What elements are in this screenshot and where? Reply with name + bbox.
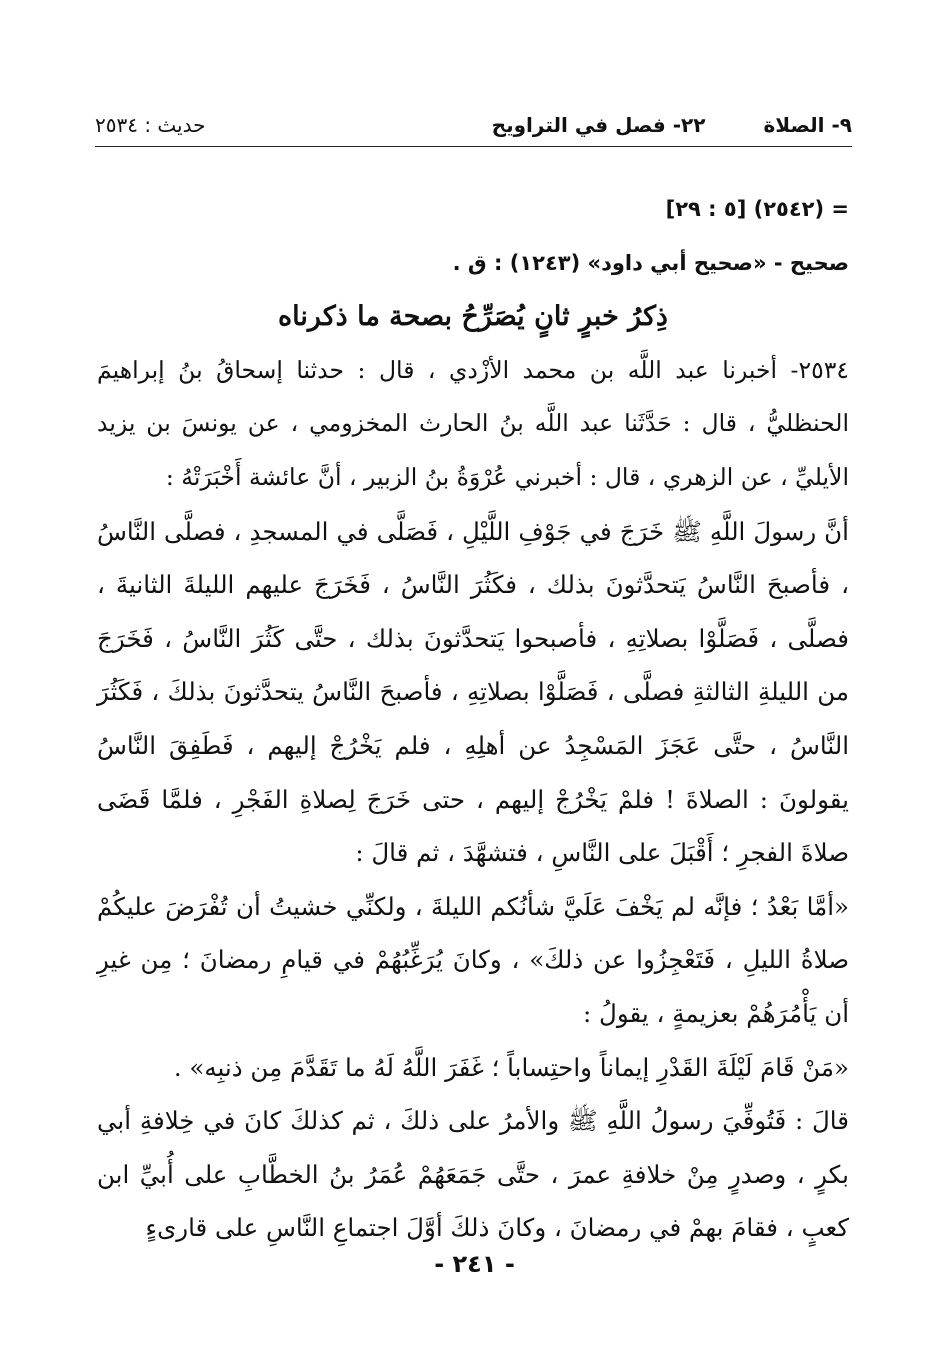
hadith-text-paragraph-2: «أمَّا بَعْدُ ؛ فإنَّه لم يَخْفَ عَلَيَّ شأنُكم الليلةَ ، ولكنِّي خشيتُ أن تُفْرَضَ عليكُمْ صلاةُ الليلِ ، فَتَعْجِزُوا عن ذلكَ» ، وكانَ يُرَغِّبُهُمْ في قيامِ رمضانَ ؛ مِن غيرِ أن يَأْمُرَهُمْ بعزيمةٍ ، يقولُ : (97, 891, 850, 1028)
previous-reference: = (٢٥٤٢) [٥ : ٢٩] (665, 197, 849, 221)
header-chapter-group (492, 113, 852, 137)
chapter-heading: ذِكرُ خبرٍ ثانٍ يُصَرِّحُ بصحة ما ذكرناه (278, 301, 668, 333)
hadith-text-paragraph-3: «مَنْ قَامَ لَيْلَةَ القَدْرِ إيماناً واحتِساباً ؛ غَفَرَ اللَّهُ لَهُ ما تَقَدَّمَ مِن ذنبِه» . (173, 1052, 849, 1082)
page-number: - ٢٤١ - (434, 1250, 515, 1278)
hadith-text-paragraph-4: قالَ : فَتُوفِّيَ رسولُ اللَّهِ ﷺ والأمرُ على ذلكَ ، ثم كذلكَ كانَ في خِلافةِ أبي بكرٍ ، وصدرٍ مِنْ خلافةِ عمرَ ، حتَّى جَمَعَهُمْ عُمَرُ بنُ الخطَّابِ على أُبيِّ ابن كعبٍ ، فقامَ بهمْ في رمضانَ ، وكانَ ذلكَ أوَّلَ اجتماعِ النَّاسِ على قارىءٍ (97, 1106, 849, 1243)
hadith-reference: حديث : ٢٥٣٤ (95, 113, 206, 137)
page-body (97, 183, 849, 1255)
previous-grade: صحيح - «صحيح أبي داود» (١٢٤٣) : ق . (452, 250, 849, 275)
header-divider (95, 146, 852, 147)
hadith-text-paragraph-1: أنَّ رسولَ اللَّهِ ﷺ خَرَجَ في جَوْفِ اللَّيْلِ ، فَصَلَّى في المسجدِ ، فصلَّى النَّاسُ ، فأصبحَ النَّاسُ يَتحدَّثونَ بذلك ، فكَثُرَ النَّاسُ ، فَخَرَجَ عليهم الليلةَ الثانيةَ ، فصلَّى ، فَصَلَّوْا بصلاتِهِ ، فأصبحوا يَتحدَّثونَ بذلك ، حتَّى كَثُرَ النَّاسُ ، فَخَرَجَ من الليلةِ الثالثةِ فصلَّى ، فَصَلَّوْا بصلاتِهِ ، فأصبحَ النَّاسُ يتحدَّثونَ بذلكَ ، فَكَثُرَ النَّاسُ ، حتَّى عَجَزَ المَسْجِدُ عن أهلِهِ ، فلم يَخْرُجْ إليهم ، فَطَفِقَ النَّاسُ يقولونَ : الصلاةَ ! فلمْ يَخْرُجْ إليهم ، حتى خَرَجَ لِصلاةِ الفَجْرِ ، فلمَّا قَضَى صلاةَ الفجرِ ؛ أَقْبَلَ على النَّاسِ ، فتشهَّدَ ، ثم قالَ : (97, 516, 849, 868)
chapter-title: ٩- الصلاة (763, 113, 852, 137)
running-header (95, 108, 852, 142)
section-title: ٢٢- فصل في التراويح (491, 113, 706, 137)
isnad-paragraph: ٢٥٣٤- أخبرنا عبد اللَّه بن محمد الأزْدي ، قال : حدثنا إسحاقُ بنُ إبراهيمَ الحنظليُّ ، قال : حَدَّثَنا عبد اللَّه بنُ الحارث المخزومي ، عن يونسَ بن يزيد الأيليِّ ، عن الزهري ، قال : أخبرني عُرْوَةُ بنُ الزبير ، أنَّ عائشة أَخْبَرَتْهُ : (97, 355, 849, 491)
